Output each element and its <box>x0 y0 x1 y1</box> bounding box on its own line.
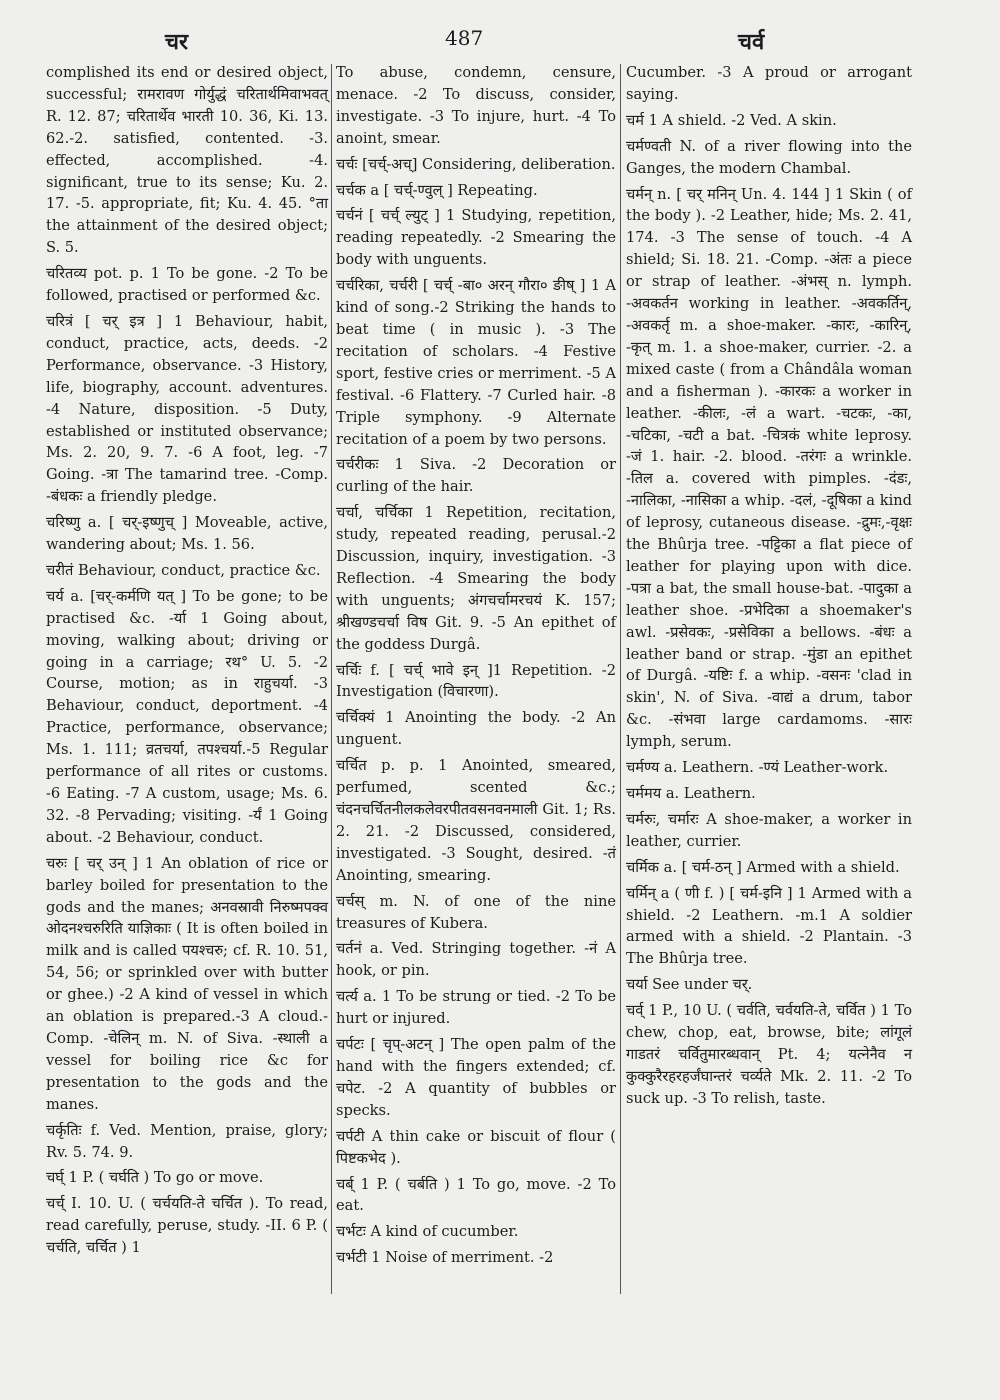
column-3 <box>626 62 912 1114</box>
dictionary-entry: चर्मण्वती N. of a river flowing into the Ganges, the modern Chambal. <box>626 137 912 177</box>
dictionary-entry: चर्भटः A kind of cucumber. <box>336 1223 519 1241</box>
dictionary-entry: चर्भटी 1 Noise of merriment. -2 <box>336 1249 554 1267</box>
dictionary-entry: चर्व् 1 P., 10 U. ( चर्वति, चर्वयति-ते, चर्वित ) 1 To chew, chop, eat, browse, bite; लांगूलं गाडतरं चर्वितुमारब्धवान् Pt. 4; यत्नेनैव न कुक्कुरैरहरहर्जंघान्तरं चर्व्यते Mk. 2. 11. -2 To suck up. -3 To relish, taste. <box>626 1002 912 1107</box>
page-header <box>0 22 1000 58</box>
dictionary-entry: चरितव्य pot. p. 1 To be gone. -2 To be followed, practised or performed &c. <box>46 265 328 305</box>
right-headword: चर्व <box>738 29 765 55</box>
dictionary-entry: चर्या See under चर्. <box>626 976 753 994</box>
dictionary-entry: complished its end or desired object, successful; रामरावण गोर्युद्धं चरितार्थमिवाभवत् R. 12. 87; चरितार्थेव भारती 10. 36, Ki. 13. 62.-2. satisfied, contented. -3. effected, accomplished. -4. significant, true to its sense; Ku. 2. 17. -5. appropriate, fit; Ku. 4. 45. °ता the attainment of the desired object; S. 5. <box>46 64 328 257</box>
dictionary-entry: चरिष्णु a. [ चर्-इष्णुच् ] Moveable, active, wandering about; Ms. 1. 56. <box>46 514 328 554</box>
dictionary-entry: चर्ममय a. Leathern. <box>626 785 756 802</box>
dictionary-entry: चर्चा, चर्चिका 1 Repetition, recitation, study, repeated reading, perusal.-2 Discussion, inquiry, investigation. -3 Reflection. -4 Smearing the body with unguents; अंगचर्चामरचयं K. 157; श्रीखण्डचर्चा विष Git. 9. -5 An epithet of the goddess Durgâ. <box>336 504 616 653</box>
dictionary-entry: चर्त्य a. 1 To be strung or tied. -2 To be hurt or injured. <box>336 988 616 1028</box>
dictionary-entry: चर्चित p. p. 1 Anointed, smeared, perfumed, scented &c.; चंदनचर्चितनीलकलेवरपीतवसनवनमाली Git. 1; Rs. 2. 21. -2 Discussed, considered, investigated. -3 Sought, desired. -तं Anointing, smearing. <box>336 757 616 884</box>
dictionary-entry: चर्मिक a. [ चर्म-ठन् ] Armed with a shield. <box>626 858 900 876</box>
dictionary-entry: चर्चिः f. [ चर्च् भावे इन् ]1 Repetition. -2 Investigation (विचारणा). <box>336 661 616 701</box>
dictionary-entry: To abuse, condemn, censure, menace. -2 To discuss, consider, investigate. -3 To injure, hurt. -4 To anoint, smear. <box>336 64 616 147</box>
dictionary-entry: चर्मिन् a ( णी f. ) [ चर्म-इनि ] 1 Armed with a shield. -2 Leathern. -m.1 A soldier armed with a shield. -2 Plantain. -3 The Bhûrja tree. <box>626 884 912 968</box>
dictionary-entry: चर्पटः [ चृप्-अटन् ] The open palm of the hand with the fingers extended; cf. चपेट. -2 A quantity of bubbles or specks. <box>336 1036 616 1119</box>
dictionary-entry: चर्चिक्यं 1 Anointing the body. -2 An unguent. <box>336 709 616 749</box>
dictionary-entry: चर्तनं a. Ved. Stringing together. -नं A hook, or pin. <box>336 940 616 980</box>
left-headword: चर <box>165 29 188 55</box>
dictionary-entry: चर्पटी A thin cake or biscuit of flour ( पिष्टकभेद ). <box>336 1127 616 1167</box>
dictionary-entry: चर्चः [चर्च्-अच्] Considering, deliberation. <box>336 155 616 173</box>
column-divider <box>331 64 332 1294</box>
dictionary-entry: चर्चरीकः 1 Siva. -2 Decoration or curling of the hair. <box>336 456 616 496</box>
dictionary-entry: चर्य a. [चर्-कर्मणि यत् ] To be gone; to be practised &c. -र्या 1 Going about, moving, walking about; driving or going in a carriage; रथ° U. 5. -2 Course, motion; as in राहुचर्या. -3 Behaviour, conduct, deportment. -4 Practice, performance, observance; Ms. 1. 111; व्रतचर्या, तपश्चर्या.-5 Regular performance of all rites or customs. -6 Eating. -7 A custom, usage; Ms. 6. 32. -8 Pervading; visiting. -र्यं 1 Going about. -2 Behaviour, conduct. <box>46 587 328 846</box>
column-2 <box>336 62 616 1273</box>
dictionary-entry: चर्मण्य a. Leathern. -ण्यं Leather-work. <box>626 759 889 777</box>
dictionary-entry: चर्म 1 A shield. -2 Ved. A skin. <box>626 111 837 129</box>
dictionary-entry: चर्कृतिः f. Ved. Mention, praise, glory; Rv. 5. 74. 9. <box>46 1121 328 1161</box>
column-divider <box>620 64 621 1294</box>
dictionary-entry: Cucumber. -3 A proud or arrogant saying. <box>626 64 912 103</box>
dictionary-entry: चर्चरिका, चर्चरी [ चर्च् -बा० अरन् गौरा० ङीष् ] 1 A kind of song.-2 Striking the hands to beat time ( in music ). -3 The recitation of scholars. -4 Festive sport, festive cries or merriment. -5 A festival. -6 Flattery. -7 Curled hair. -8 Triple symphony. -9 Alternate recitation of a poem by two persons. <box>336 277 616 448</box>
page-number: 487 <box>445 26 484 50</box>
dictionary-entry: चरीतं Behaviour, conduct, practice &c. <box>46 561 321 579</box>
dictionary-entry: चर्चनं [ चर्च् ल्युट् ] 1 Studying, repetition, reading repeatedly. -2 Smearing the body with unguents. <box>336 207 616 269</box>
dictionary-entry: चर्ब् 1 P. ( चर्बति ) 1 To go, move. -2 To eat. <box>336 1175 616 1215</box>
dictionary-entry: चर्च् I. 10. U. ( चर्चयति-ते चर्चित ). To read, read carefully, peruse, study. -II. 6 P. ( चर्चति, चर्चित ) 1 <box>46 1195 328 1257</box>
dictionary-entry: चर्चस् m. N. of one of the nine treasures of Kubera. <box>336 892 616 932</box>
dictionary-entry: चर्चक a [ चर्च्-ण्वुल् ] Repeating. <box>336 181 538 199</box>
dictionary-entry: चर्घ् 1 P. ( चर्घति ) To go or move. <box>46 1169 264 1187</box>
dictionary-entry: चरुः [ चर् उन् ] 1 An oblation of rice or barley boiled for presentation to the gods and the manes; अनवस्रावी निरुष्मपक्व ओदनश्चरुरिति याज्ञिकाः ( It is often boiled in milk and is called पयश्चरु; cf. R. 10. 51, 54, 56; or sprinkled over with butter or ghee.) -2 A kind of vessel in which an oblation is prepared.-3 A cloud.-Comp. -चेलिन् m. N. of Siva. -स्थाली a vessel for boiling rice &c for presentation to the gods and the manes. <box>46 854 328 1113</box>
dictionary-entry: चर्मन् n. [ चर् मनिन् Un. 4. 144 ] 1 Skin ( of the body ). -2 Leather, hide; Ms. 2. 41, 174. -3 The sense of touch. -4 A shield; Si. 18. 21. -Comp. -अंतः a piece or strap of leather. -अंभस् n. lymph. -अवकर्तन working in leather. -अवकर्तिन्, -अवकर्तृ m. a shoe-maker. -कारः, -कारिन्, -कृत् m. 1. a shoe-maker, currier. -2. a mixed caste ( from a Chândâla woman and a fisherman ). -कारकः a worker in leather. -कीलः, -लं a wart. -चटकः, -का, -चटिका, -चटी a bat. -चित्रकं white leprosy. -जं 1. hair. -2. blood. -तरंगः a wrinkle. -तिल a. covered with pimples. -दंडः, -नालिका, -नासिका a whip. -दलं, -दूषिका a kind of leprosy, cutaneous disease. -द्रुमः,-वृक्षः the Bhûrja tree. -पट्टिका a flat piece of leather for playing upon with dice. -पत्रा a bat, the small house-bat. -पादुका a leather shoe. -प्रभेदिका a shoemaker's awl. -प्रसेवकः, -प्रसेविका a bellows. -बंधः a leather band or strap. -मुंडा an epithet of Durgâ. -यष्टिः f. a whip. -वसनः 'clad in skin', N. of Siva. -वाद्यं a drum, tabor &c. -संभवा large cardamoms. -सारः lymph, serum. <box>626 185 912 751</box>
dictionary-entry: चर्मरुः, चर्मारः A shoe-maker, a worker in leather, currier. <box>626 810 912 850</box>
column-1 <box>46 62 328 1263</box>
dictionary-entry: चरित्रं [ चर् इत्र ] 1 Behaviour, habit, conduct, practice, acts, deeds. -2 Performance, observance. -3 History, life, biography, account. adventures. -4 Nature, disposition. -5 Duty, established or instituted observance; Ms. 2. 20, 9. 7. -6 A foot, leg. -7 Going. -त्रा The tamarind tree. -Comp. -बंधकः a friendly pledge. <box>46 312 328 506</box>
